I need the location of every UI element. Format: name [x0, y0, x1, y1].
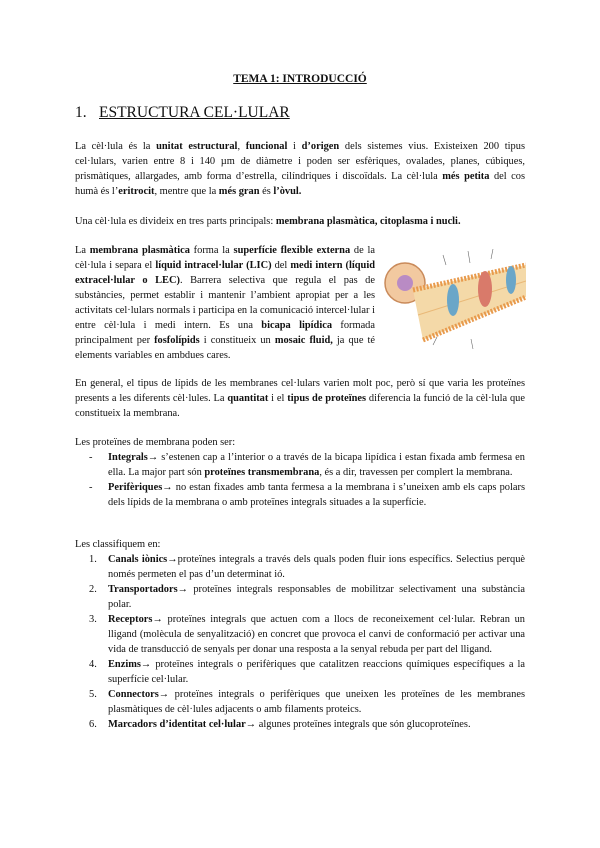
list-item: [75, 657, 525, 687]
bold-text: Integrals: [108, 452, 148, 463]
bold-text: Perifèriques: [108, 482, 163, 493]
protein-types-list: [75, 450, 525, 510]
bold-text: membrana plasmàtica: [89, 245, 190, 256]
protein: [506, 266, 516, 294]
list-item: [75, 450, 525, 480]
text-run: del: [271, 260, 291, 271]
text-run: i: [287, 141, 302, 152]
text-run: →proteïnes integrals a través dels quals poden fluir ions específics. Selectius perquè només permeten el pas d’un determinat ió.: [108, 554, 525, 580]
text-run: Una cèl·lula es divideix en tres parts principals:: [75, 216, 276, 227]
bold-text: eritrocit: [118, 186, 155, 197]
bold-text: medi intern (líquid extracel·lular o LEC): [75, 260, 376, 286]
text-run: , mentre que la: [154, 186, 219, 197]
bold-text: d’origen: [301, 141, 340, 152]
text-run: diferencia la funció de la cèl·lula que constitueix la membrana.: [75, 393, 525, 419]
text-run: → no estan fixades amb tanta fermesa a la membrana i s’uneixen amb els caps polars dels lípids de la membrana o amb proteïnes integrals situades a la superfície.: [108, 482, 525, 508]
membrane-illustration: [383, 245, 526, 353]
bold-text: Receptors: [108, 614, 153, 625]
list-marker: -: [89, 452, 93, 463]
list-item: [75, 717, 525, 732]
text-run: ja que té elements variables en ambdues cares.: [75, 335, 376, 361]
paragraph-protein-intro: [75, 435, 525, 450]
text-run: del cos humà és l’: [75, 171, 525, 197]
section-number: 1.: [75, 104, 87, 121]
bold-text: quantitat: [227, 393, 269, 404]
bold-text: proteïnes transmembrana: [204, 467, 320, 478]
list-marker: 4.: [89, 659, 97, 670]
text-run: . Barrera selectiva que regula el pas de substàncies, permet establir i mantenir l’ambient apropiat per a les activitats cel·lulars normals i participa en la comunicació intercel·lular i entre cèl·lula i medi intern. Es una: [75, 275, 375, 331]
list-marker: 5.: [89, 689, 97, 700]
section-title: ESTRUCTURA CEL·LULAR: [99, 104, 290, 121]
bold-text: fosfolípids: [154, 335, 200, 346]
bold-text: unitat estructural: [156, 141, 238, 152]
nucleus: [397, 275, 413, 291]
list-item: [75, 480, 525, 510]
bold-text: mosaic fluid,: [274, 335, 333, 346]
protein-classes-list: [75, 552, 525, 732]
section-heading: [75, 104, 290, 122]
list-item: [75, 582, 525, 612]
text-run: Les proteïnes de membrana poden ser:: [75, 437, 236, 448]
bold-text: Marcadors d’identitat cel·lular: [108, 719, 246, 730]
bold-text: més petita: [442, 171, 490, 182]
protein: [447, 284, 459, 316]
text-run: formada principalment per: [75, 320, 375, 346]
paragraph-membrane-lipids: [75, 376, 525, 421]
bold-text: tipus de proteïnes: [287, 393, 367, 404]
text-run: → algunes proteïnes integrals que són glucoproteïnes.: [245, 719, 471, 730]
text-run: La cèl·lula és la: [75, 141, 157, 152]
text-run: ,: [237, 141, 246, 152]
paragraph-cell-definition: [75, 139, 525, 199]
bold-text: líquid intracel·lular (LIC): [155, 260, 272, 271]
text-run: forma la: [189, 245, 234, 256]
list-item: [75, 687, 525, 717]
text-run: → proteïnes integrals responsables de mobilitzar selectivament una substància polar.: [108, 584, 525, 610]
text-run: , és a dir, travessen per complert la membrana.: [319, 467, 513, 478]
bold-text: bicapa lipídica: [261, 320, 333, 331]
list-item: [75, 612, 525, 657]
bold-text: Enzims: [108, 659, 141, 670]
text-run: i el: [268, 393, 288, 404]
list-marker: 3.: [89, 614, 97, 625]
text-run: i constitueix un: [199, 335, 275, 346]
text-run: dels sistemes vius. Existeixen 200 tipus cel·lulars, varien entre 8 i 140 µm de diàmetre i poden ser esfèriques, ovalades, planes, cúbiques, prismàtiques, allargades, amb forma d’estrella, cilíndriques i discoïdals. La cèl·lula: [75, 141, 525, 182]
text-run: En general, el tipus de lípids de les membranes cel·lulars varien molt poc, però sí que varia les proteïnes presents a les diferents cèl·lules. La: [75, 378, 525, 404]
list-item: [75, 552, 525, 582]
bold-text: més gran: [218, 186, 260, 197]
text-run: és: [259, 186, 274, 197]
protein: [478, 271, 492, 307]
text-run: Les classifiquem en:: [75, 539, 161, 550]
bold-text: Transportadors: [108, 584, 178, 595]
paragraph-cell-parts: [75, 214, 525, 229]
text-run: de la cèl·lula i separa el: [75, 245, 375, 271]
text-run: → s’estenen cap a l’interior o a través de la bicapa lipídica i estan fixada amb fermesa en ella. La major part són: [108, 452, 525, 478]
paragraph-plasma-membrane: [75, 243, 375, 363]
text-run: La: [75, 245, 90, 256]
document-title: TEMA 1: INTRODUCCIÓ: [233, 73, 367, 85]
bold-text: superfície flexible externa: [233, 245, 351, 256]
bold-text: l’òvul.: [273, 186, 302, 197]
bold-text: funcional: [245, 141, 288, 152]
text-run: → proteïnes integrals que actuen com a llocs de reconeixement cel·lular. Rebran un lligand (molècula de senyalització) en concret que provoca el canvi de conformació per activar una vida de transducció de senyals per donar una resposta a la senyal rebuda per part del lligand.: [108, 614, 525, 655]
bold-text: membrana plasmàtica, citoplasma i nucli.: [275, 216, 461, 227]
bold-text: Canals iònics: [108, 554, 168, 565]
bold-text: Connectors: [108, 689, 159, 700]
list-marker: 1.: [89, 554, 97, 565]
text-run: → proteïnes integrals o perifèriques que catalitzen reaccions químiques específiques a la superfície cel·lular.: [108, 659, 525, 685]
list-marker: -: [89, 482, 93, 493]
list-marker: 6.: [89, 719, 97, 730]
list-marker: 2.: [89, 584, 97, 595]
text-run: → proteïnes integrals o perifèriques que uneixen les proteïnes de les membranes plasmàtiques de cèl·lules adjacents o amb filaments proteics.: [108, 689, 525, 715]
paragraph-classification-intro: [75, 537, 525, 552]
